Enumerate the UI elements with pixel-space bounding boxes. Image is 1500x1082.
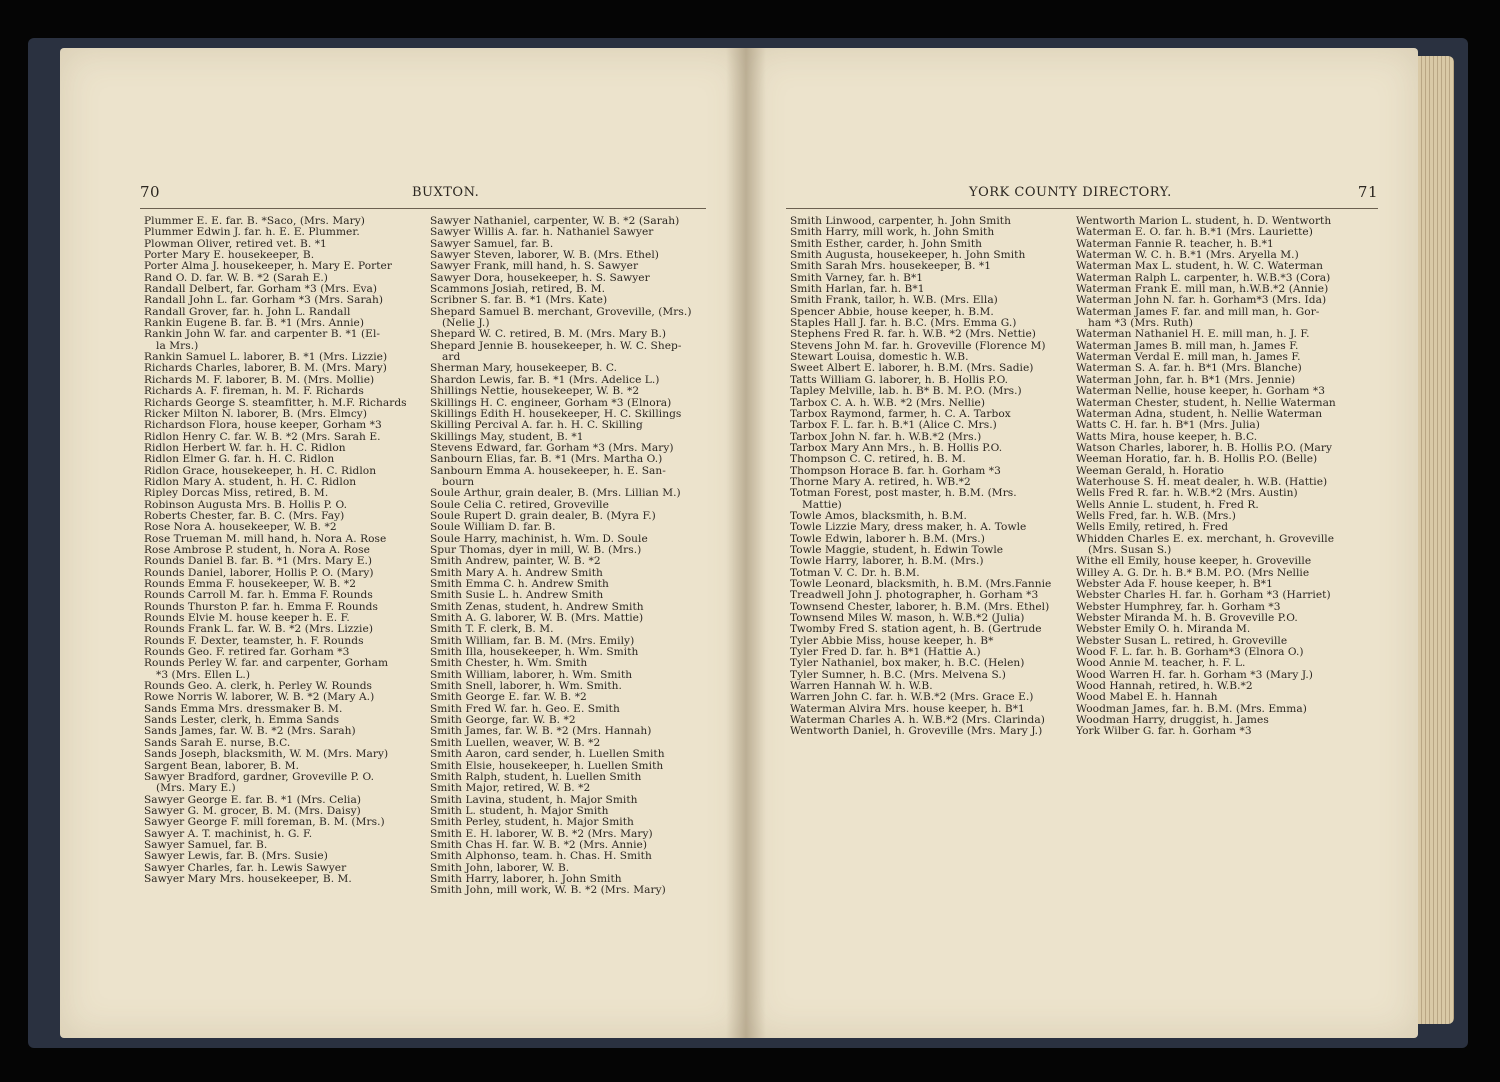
directory-entry: Plummer Edwin J. far. h. E. E. Plummer. xyxy=(144,226,360,239)
directory-entry: Wood Warren H. far. h. Gorham *3 (Mary J.) xyxy=(1076,668,1313,681)
directory-entry: Soule Celia C. retired, Groveville xyxy=(430,498,609,511)
directory-entry: Tarbox F. L. far. h. B.*1 (Alice C. Mrs.) xyxy=(790,419,997,432)
directory-entry: Skillings Edith H. housekeeper, H. C. Skillings xyxy=(430,407,682,420)
directory-entry: Smith Illa, housekeeper, h. Wm. Smith xyxy=(430,646,639,659)
directory-entry: Ridlon Mary A. student, h. H. C. Ridlon xyxy=(144,475,357,488)
directory-entry: Wentworth Daniel, h. Groveville (Mrs. Mary J.) xyxy=(790,725,1043,738)
directory-entry: Rose Trueman M. mill hand, h. Nora A. Rose xyxy=(144,532,387,545)
directory-entry: Waterman James F. far. and mill man, h. Gor- xyxy=(1076,305,1320,318)
directory-entry: Smith Susie L. h. Andrew Smith xyxy=(430,589,604,602)
directory-entry: Scribner S. far. B. *1 (Mrs. Kate) xyxy=(430,294,608,307)
directory-entry: Smith Augusta, housekeeper, h. John Smith xyxy=(790,249,1026,262)
directory-entry: Sawyer Frank, mill hand, h. S. Sawyer xyxy=(430,260,639,273)
directory-entry: la Mrs.) xyxy=(156,339,199,352)
directory-entry: Webster Ada F. house keeper, h. B*1 xyxy=(1076,578,1273,590)
header-rule xyxy=(786,208,1378,209)
directory-entry: Wells Emily, retired, h. Fred xyxy=(1076,521,1229,534)
directory-entry: Skilling Percival A. far. h. H. C. Skilling xyxy=(430,419,643,432)
directory-entry: Townsend Chester, laborer, h. B.M. (Mrs. Ethel) xyxy=(790,600,1050,613)
directory-entry: Smith William, far. B. M. (Mrs. Emily) xyxy=(430,634,635,647)
directory-entry: Smith Sarah Mrs. housekeeper, B. *1 xyxy=(790,260,992,273)
directory-entry: York Wilber G. far. h. Gorham *3 xyxy=(1076,725,1252,738)
directory-entry: Smith Harry, laborer, h. John Smith xyxy=(430,872,622,885)
directory-entry: Rounds Geo. F. retired far. Gorham *3 xyxy=(144,646,350,659)
page-edge-right xyxy=(1418,56,1454,1024)
directory-entry: Smith Andrew, painter, W. B. *2 xyxy=(430,555,601,568)
directory-entry: Wells Annie L. student, h. Fred R. xyxy=(1076,498,1259,511)
directory-entry: Ricker Milton N. laborer, B. (Mrs. Elmcy) xyxy=(144,407,368,420)
directory-entry: Willey A. G. Dr. h. B.* B.M. P.O. (Mrs Nellie xyxy=(1076,566,1310,579)
directory-entry: Rounds F. Dexter, teamster, h. F. Rounds xyxy=(144,634,364,647)
directory-entry: Sawyer Charles, far. h. Lewis Sawyer xyxy=(144,861,347,874)
left-page-number: 70 xyxy=(140,183,161,201)
directory-entry: Smith William, laborer, h. Wm. Smith xyxy=(430,668,633,681)
directory-entry: Totman V. C. Dr. h. B.M. xyxy=(790,566,920,579)
directory-entry: Waterman Nathaniel H. E. mill man, h. J. F. xyxy=(1076,328,1310,341)
directory-entry: Roberts Chester, far. B. C. (Mrs. Fay) xyxy=(144,509,345,522)
directory-entry: Wood Annie M. teacher, h. F. L. xyxy=(1076,657,1246,670)
directory-entry: Smith Snell, laborer, h. Wm. Smith. xyxy=(430,680,622,693)
directory-entry: Shardon Lewis, far. B. *1 (Mrs. Adelice L.) xyxy=(430,373,660,386)
directory-entry: Plummer E. E. far. B. *Saco, (Mrs. Mary) xyxy=(144,215,365,227)
directory-entry: Shillings Nettie, housekeeper, W. B. *2 xyxy=(430,385,640,398)
directory-entry: Tyler Nathaniel, box maker, h. B.C. (Helen) xyxy=(790,657,1025,670)
directory-entry: Waterman Adna, student, h. Nellie Waterman xyxy=(1076,407,1323,420)
directory-entry: Waterman Chester, student, h. Nellie Waterman xyxy=(1076,396,1336,409)
directory-entry: Wells Fred, far. h. W.B. (Mrs.) xyxy=(1076,509,1236,522)
directory-entry: Smith Lavina, student, h. Major Smith xyxy=(430,793,638,806)
directory-entry: Randall John L. far. Gorham *3 (Mrs. Sarah) xyxy=(144,294,384,307)
directory-entry: Twomby Fred S. station agent, h. B. (Gertrude xyxy=(790,623,1042,636)
left-column-1 xyxy=(144,216,407,885)
directory-entry: Waterman Verdal E. mill man, h. James F. xyxy=(1076,351,1301,364)
left-page xyxy=(60,48,746,1038)
directory-entry: Mattie) xyxy=(802,498,842,511)
directory-entry: Towle Harry, laborer, h. B.M. (Mrs.) xyxy=(790,555,984,568)
directory-entry: Randall Delbert, far. Gorham *3 (Mrs. Eva) xyxy=(144,283,378,296)
directory-entry: Stevens Edward, far. Gorham *3 (Mrs. Mary) xyxy=(430,441,674,454)
directory-entry: ham *3 (Mrs. Ruth) xyxy=(1088,317,1194,330)
directory-entry: Watts Mira, house keeper, h. B.C. xyxy=(1076,430,1258,443)
directory-entry: Smith Mary A. h. Andrew Smith xyxy=(430,566,603,579)
directory-entry: Smith Linwood, carpenter, h. John Smith xyxy=(790,215,1011,227)
directory-entry: Rounds Daniel, laborer, Hollis P. O. (Mary) xyxy=(144,566,374,579)
directory-entry: Spur Thomas, dyer in mill, W. B. (Mrs.) xyxy=(430,543,642,556)
directory-entry: Smith Frank, tailor, h. W.B. (Mrs. Ella) xyxy=(790,294,998,307)
left-running-head: BUXTON. xyxy=(412,185,480,200)
directory-entry: Whidden Charles E. ex. merchant, h. Groveville xyxy=(1076,532,1335,545)
directory-entry: Thompson C. C. retired, h. B. M. xyxy=(790,453,966,466)
directory-entry: Sands Lester, clerk, h. Emma Sands xyxy=(144,714,340,727)
directory-entry: Webster Miranda M. h. B. Groveville P.O. xyxy=(1076,612,1298,625)
directory-entry: Smith E. H. laborer, W. B. *2 (Mrs. Mary) xyxy=(430,827,653,840)
directory-entry: Rankin Samuel L. laborer, B. *1 (Mrs. Lizzie) xyxy=(144,351,388,364)
directory-entry: Smith A. G. laborer, W. B. (Mrs. Mattie) xyxy=(430,612,644,625)
directory-entry: Smith Major, retired, W. B. *2 xyxy=(430,782,591,795)
right-column-2 xyxy=(1076,216,1336,738)
directory-entry: Waterman John, far. h. B*1 (Mrs. Jennie) xyxy=(1076,373,1296,386)
directory-entry: Webster Charles H. far. h. Gorham *3 (Harriet) xyxy=(1076,589,1331,602)
left-column-2 xyxy=(430,216,692,897)
directory-entry: Treadwell John J. photographer, h. Gorham *3 xyxy=(790,589,1039,602)
directory-entry: Tatts William G. laborer, h. B. Hollis P.O. xyxy=(790,373,1009,386)
directory-entry: Soule William D. far. B. xyxy=(430,521,556,534)
directory-entry: Staples Hall J. far. h. B.C. (Mrs. Emma G.) xyxy=(790,317,1017,330)
directory-entry: Richards A. F. fireman, h. M. F. Richards xyxy=(144,385,364,398)
directory-entry: Sawyer A. T. machinist, h. G. F. xyxy=(144,827,313,840)
directory-entry: Smith L. student, h. Major Smith xyxy=(430,804,609,817)
directory-entry: Rounds Thurston P. far. h. Emma F. Rounds xyxy=(144,600,378,613)
directory-entry: Richards Charles, laborer, B. M. (Mrs. Mary) xyxy=(144,362,387,375)
directory-entry: Rounds Perley W. far. and carpenter, Gorham xyxy=(144,657,389,670)
directory-entry: Woodman Harry, druggist, h. James xyxy=(1076,714,1269,727)
directory-entry: Waterman Alvira Mrs. house keeper, h. B*1 xyxy=(790,702,1025,715)
directory-entry: Sawyer Samuel, far. B. xyxy=(430,237,554,250)
directory-entry: Spencer Abbie, house keeper, h. B.M. xyxy=(790,305,994,318)
directory-entry: Tyler Fred D. far. h. B*1 (Hattie A.) xyxy=(790,646,981,659)
directory-entry: Rowe Norris W. laborer, W. B. *2 (Mary A.) xyxy=(144,691,375,704)
right-page-header xyxy=(786,183,1378,207)
directory-entry: Shepard W. C. retired, B. M. (Mrs. Mary B.) xyxy=(430,328,667,341)
directory-entry: Sweet Albert E. laborer, h. B.M. (Mrs. Sadie) xyxy=(790,362,1034,375)
directory-entry: Wood F. L. far. h. B. Gorham*3 (Elnora O.) xyxy=(1076,646,1304,659)
directory-entry: Soule Rupert D. grain dealer, B. (Myra F.) xyxy=(430,509,656,522)
directory-entry: Smith Luellen, weaver, W. B. *2 xyxy=(430,736,601,749)
directory-entry: Rounds Elvie M. house keeper h. E. F. xyxy=(144,612,350,625)
directory-entry: Sanbourn Elias, far. B. *1 (Mrs. Martha O.) xyxy=(430,453,663,466)
directory-entry: Towle Maggie, student, h. Edwin Towle xyxy=(790,543,1004,556)
directory-entry: Waterman W. C. h. B.*1 (Mrs. Aryella M.) xyxy=(1076,249,1299,262)
directory-entry: Waterman Max L. student, h. W. C. Waterman xyxy=(1076,260,1324,273)
directory-entry: Thompson Horace B. far. h. Gorham *3 xyxy=(790,464,1001,477)
directory-entry: Waterman Frank E. mill man, h.W.B.*2 (Annie) xyxy=(1076,283,1329,296)
directory-entry: Thorne Mary A. retired, h. WB.*2 xyxy=(790,475,971,488)
directory-entry: Robinson Augusta Mrs. B. Hollis P. O. xyxy=(144,498,347,511)
directory-entry: Waterman John N. far. h. Gorham*3 (Mrs. Ida) xyxy=(1076,294,1327,307)
directory-entry: Tarbox Raymond, farmer, h. C. A. Tarbox xyxy=(790,407,1011,420)
directory-entry: Woodman James, far. h. B.M. (Mrs. Emma) xyxy=(1076,702,1307,715)
directory-entry: Richards M. F. laborer, B. M. (Mrs. Mollie) xyxy=(144,373,375,386)
directory-entry: Webster Emily O. h. Miranda M. xyxy=(1076,623,1251,636)
directory-entry: Shepard Jennie B. housekeeper, h. W. C. Shep- xyxy=(430,339,682,352)
directory-entry: Warren Hannah W. h. W.B. xyxy=(790,680,933,693)
directory-entry: Skillings May, student, B. *1 xyxy=(430,430,584,443)
directory-entry: Waterman E. O. far. h. B.*1 (Mrs. Lauriette) xyxy=(1076,226,1313,239)
directory-entry: Rounds Daniel B. far. B. *1 (Mrs. Mary E.) xyxy=(144,555,373,568)
directory-entry: Sargent Bean, laborer, B. M. xyxy=(144,759,300,772)
directory-entry: Sawyer Bradford, gardner, Groveville P. O. xyxy=(144,770,375,783)
directory-entry: Wells Fred R. far. h. W.B.*2 (Mrs. Austin) xyxy=(1076,487,1298,500)
directory-entry: Rounds Frank L. far. W. B. *2 (Mrs. Lizzie) xyxy=(144,623,374,636)
directory-entry: Rankin Eugene B. far. B. *1 (Mrs. Annie) xyxy=(144,317,365,330)
directory-entry: Wood Mabel E. h. Hannah xyxy=(1076,691,1218,704)
directory-entry: Rankin John W. far. and carpenter B. *1 (El- xyxy=(144,328,381,341)
directory-entry: Wentworth Marion L. student, h. D. Wentworth xyxy=(1076,215,1332,227)
directory-entry: Smith Elsie, housekeeper, h. Luellen Smith xyxy=(430,759,664,772)
directory-entry: Tarbox Mary Ann Mrs., h. B. Hollis P.O. xyxy=(790,441,1003,454)
directory-entry: Towle Amos, blacksmith, h. B.M. xyxy=(790,509,967,522)
directory-entry: Waterman Charles A. h. W.B.*2 (Mrs. Clarinda) xyxy=(790,714,1045,727)
directory-entry: Sawyer Nathaniel, carpenter, W. B. *2 (Sarah) xyxy=(430,215,680,227)
directory-entry: Waterman Ralph L. carpenter, h. W.B.*3 (Cora) xyxy=(1076,271,1331,284)
directory-entry: Scammons Josiah, retired, B. M. xyxy=(430,283,606,296)
directory-entry: Smith Emma C. h. Andrew Smith xyxy=(430,578,609,590)
directory-entry: Smith T. F. clerk, B. M. xyxy=(430,623,554,636)
directory-entry: Sawyer Steven, laborer, W. B. (Mrs. Ethel) xyxy=(430,249,659,262)
directory-entry: Smith Chester, h. Wm. Smith xyxy=(430,657,588,670)
directory-entry: Towle Lizzie Mary, dress maker, h. A. Towle xyxy=(790,521,1027,534)
directory-entry: Smith Chas H. far. W. B. *2 (Mrs. Annie) xyxy=(430,838,648,851)
directory-entry: Rose Nora A. housekeeper, W. B. *2 xyxy=(144,521,337,534)
directory-entry: Sands Sarah E. nurse, B.C. xyxy=(144,736,291,749)
directory-entry: Smith John, mill work, W. B. *2 (Mrs. Mary) xyxy=(430,884,666,897)
directory-entry: Rose Ambrose P. student, h. Nora A. Rose xyxy=(144,543,370,556)
directory-entry: Stewart Louisa, domestic h. W.B. xyxy=(790,351,969,364)
directory-entry: Sawyer George F. mill foreman, B. M. (Mrs.) xyxy=(144,816,385,829)
directory-entry: Smith James, far. W. B. *2 (Mrs. Hannah) xyxy=(430,725,652,738)
directory-entry: Smith George, far. W. B. *2 xyxy=(430,714,576,727)
directory-entry: Sawyer Mary Mrs. housekeeper, B. M. xyxy=(144,872,352,885)
directory-entry: Rounds Carroll M. far. h. Emma F. Rounds xyxy=(144,589,373,602)
directory-entry: (Mrs. Mary E.) xyxy=(156,782,236,795)
directory-entry: Ridlon Elmer G. far. h. H. C. Ridlon xyxy=(144,453,335,466)
directory-entry: Soule Arthur, grain dealer, B. (Mrs. Lillian M.) xyxy=(430,487,681,500)
directory-entry: Watson Charles, laborer, h. B. Hollis P.O. (Mary xyxy=(1076,441,1333,454)
directory-entry: Skillings H. C. engineer, Gorham *3 (Elnora) xyxy=(430,396,672,409)
directory-entry: Tarbox John N. far. h. W.B.*2 (Mrs.) xyxy=(790,430,982,443)
right-column-1 xyxy=(790,216,1051,738)
directory-entry: Smith George E. far. W. B. *2 xyxy=(430,691,587,704)
directory-entry: Sherman Mary, housekeeper, B. C. xyxy=(430,362,618,375)
directory-entry: Randall Grover, far. h. John L. Randall xyxy=(144,305,351,318)
directory-entry: *3 (Mrs. Ellen L.) xyxy=(156,668,251,681)
directory-entry: Smith Esther, carder, h. John Smith xyxy=(790,237,983,250)
directory-entry: Ridlon Henry C. far. W. B. *2 (Mrs. Sarah E. xyxy=(144,430,381,443)
directory-entry: Smith Zenas, student, h. Andrew Smith xyxy=(430,600,644,613)
directory-entry: Sawyer Willis A. far. h. Nathaniel Sawyer xyxy=(430,226,654,239)
directory-entry: (Nelie J.) xyxy=(442,317,490,330)
directory-entry: Waterman Nellie, house keeper, h. Gorham *3 xyxy=(1076,385,1326,398)
directory-entry: Weeman Gerald, h. Horatio xyxy=(1076,464,1224,477)
directory-entry: Wood Hannah, retired, h. W.B.*2 xyxy=(1076,680,1253,693)
directory-entry: Porter Alma J. housekeeper, h. Mary E. Porter xyxy=(144,260,392,273)
directory-entry: Rand O. D. far. W. B. *2 (Sarah E.) xyxy=(144,271,328,284)
directory-entry: Tarbox C. A. h. W.B. *2 (Mrs. Nellie) xyxy=(790,396,986,409)
directory-entry: Sands Emma Mrs. dressmaker B. M. xyxy=(144,702,343,715)
directory-entry: bourn xyxy=(442,475,475,488)
directory-entry: Totman Forest, post master, h. B.M. (Mrs. xyxy=(790,487,1017,500)
right-page-number: 71 xyxy=(1357,183,1378,201)
directory-entry: Smith Alphonso, team. h. Chas. H. Smith xyxy=(430,850,652,863)
directory-entry: Richardson Flora, house keeper, Gorham *3 xyxy=(144,419,382,432)
directory-entry: Towle Leonard, blacksmith, h. B.M. (Mrs.Fannie xyxy=(790,578,1052,590)
directory-entry: Porter Mary E. housekeeper, B. xyxy=(144,249,315,262)
directory-entry: Withe ell Emily, house keeper, h. Groveville xyxy=(1076,555,1312,568)
left-page-header xyxy=(140,183,706,207)
directory-entry: Webster Susan L. retired, h. Groveville xyxy=(1076,634,1288,647)
directory-entry: Sawyer Samuel, far. B. xyxy=(144,838,268,851)
directory-entry: (Mrs. Susan S.) xyxy=(1088,543,1172,556)
directory-entry: Smith John, laborer, W. B. xyxy=(430,861,570,874)
directory-entry: Towle Edwin, laborer h. B.M. (Mrs.) xyxy=(790,532,985,545)
directory-entry: Sawyer George E. far. B. *1 (Mrs. Celia) xyxy=(144,793,361,806)
directory-entry: Sawyer Lewis, far. B. (Mrs. Susie) xyxy=(144,850,328,863)
directory-entry: ard xyxy=(442,351,461,364)
header-rule xyxy=(140,208,706,209)
directory-entry: Smith Harry, mill work, h. John Smith xyxy=(790,226,995,239)
directory-entry: Smith Perley, student, h. Major Smith xyxy=(430,816,634,829)
directory-entry: Rounds Geo. A. clerk, h. Perley W. Rounds xyxy=(144,680,373,693)
directory-entry: Watts C. H. far. h. B*1 (Mrs. Julia) xyxy=(1076,419,1260,432)
directory-entry: Smith Harlan, far. h. B*1 xyxy=(790,283,925,296)
directory-entry: Tapley Melville, lab. h. B* B. M. P.O. (Mrs.) xyxy=(790,385,1022,398)
directory-entry: Townsend Miles W. mason, h. W.B.*2 (Julia) xyxy=(790,612,1025,625)
right-running-head: YORK COUNTY DIRECTORY. xyxy=(969,185,1172,200)
directory-entry: Waterman James B. mill man, h. James F. xyxy=(1076,339,1299,352)
directory-entry: Ridlon Grace, housekeeper, h. H. C. Ridlon xyxy=(144,464,377,477)
directory-entry: Smith Fred W. far. h. Geo. E. Smith xyxy=(430,702,620,715)
directory-entry: Smith Ralph, student, h. Luellen Smith xyxy=(430,770,642,783)
directory-entry: Smith Varney, far. h. B*1 xyxy=(790,271,924,284)
directory-entry: Waterhouse S. H. meat dealer, h. W.B. (Hattie) xyxy=(1076,475,1328,488)
directory-entry: Rounds Emma F. housekeeper, W. B. *2 xyxy=(144,578,357,590)
directory-entry: Sawyer Dora, housekeeper, h. S. Sawyer xyxy=(430,271,650,284)
directory-entry: Ridlon Herbert W. far. h. H. C. Ridlon xyxy=(144,441,346,454)
directory-entry: Richards George S. steamfitter, h. M.F. Richards xyxy=(144,396,407,409)
directory-entry: Ripley Dorcas Miss, retired, B. M. xyxy=(144,487,329,500)
directory-entry: Sawyer G. M. grocer, B. M. (Mrs. Daisy) xyxy=(144,804,361,817)
directory-entry: Waterman S. A. far. h. B*1 (Mrs. Blanche) xyxy=(1076,362,1302,375)
directory-entry: Shepard Samuel B. merchant, Groveville, (Mrs.) xyxy=(430,305,692,318)
directory-entry: Tyler Sumner, h. B.C. (Mrs. Melvena S.) xyxy=(790,668,1006,681)
directory-entry: Warren John C. far. h. W.B.*2 (Mrs. Grace E.) xyxy=(790,691,1034,704)
directory-entry: Waterman Fannie R. teacher, h. B.*1 xyxy=(1076,237,1274,250)
directory-entry: Sands Joseph, blacksmith, W. M. (Mrs. Mary) xyxy=(144,748,389,761)
directory-entry: Stevens John M. far. h. Groveville (Florence M) xyxy=(790,339,1046,352)
directory-entry: Sands James, far. W. B. *2 (Mrs. Sarah) xyxy=(144,725,356,738)
directory-entry: Plowman Oliver, retired vet. B. *1 xyxy=(144,237,327,250)
directory-entry: Webster Humphrey, far. h. Gorham *3 xyxy=(1076,600,1281,613)
directory-entry: Stephens Fred R. far. h. W.B. *2 (Mrs. Nettie) xyxy=(790,328,1036,341)
right-page xyxy=(746,48,1418,1038)
directory-entry: Weeman Horatio, far. h. B. Hollis P.O. (Belle) xyxy=(1076,453,1318,466)
directory-entry: Smith Aaron, card sender, h. Luellen Smith xyxy=(430,748,665,761)
directory-entry: Soule Harry, machinist, h. Wm. D. Soule xyxy=(430,532,648,545)
directory-entry: Sanbourn Emma A. housekeeper, h. E. San- xyxy=(430,464,666,477)
directory-entry: Tyler Abbie Miss, house keeper, h. B* xyxy=(790,634,994,647)
